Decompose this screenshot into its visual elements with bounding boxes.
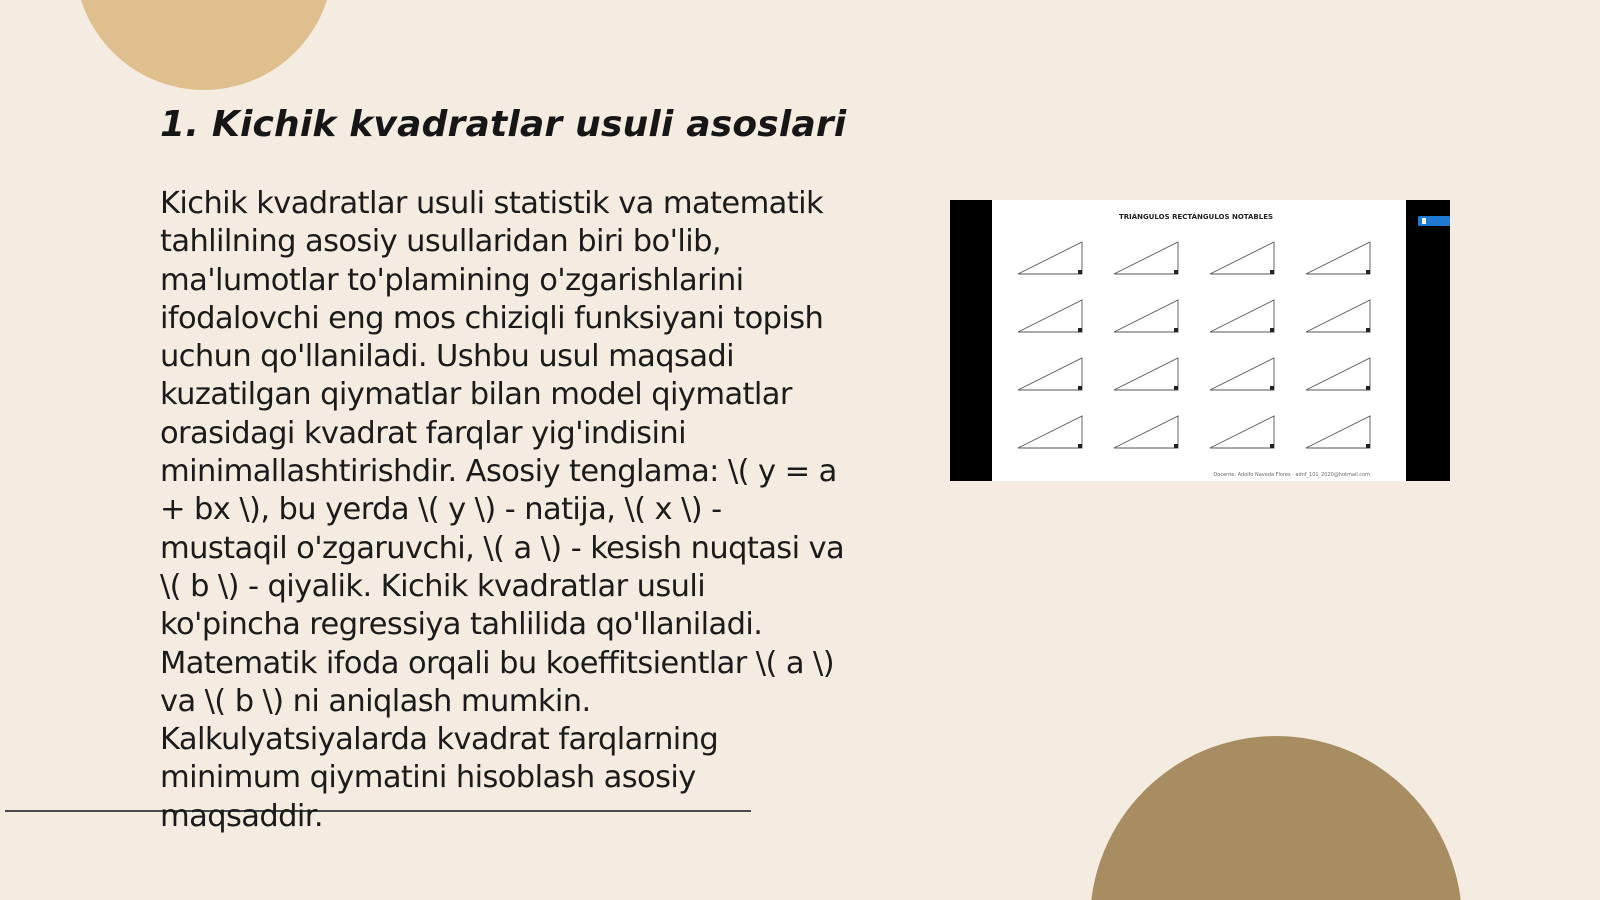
right-angle-marker — [1366, 328, 1370, 332]
right-angle-marker — [1078, 270, 1082, 274]
right-angle-marker — [1078, 328, 1082, 332]
right-angle-marker — [1078, 386, 1082, 390]
badge-glyph — [1422, 218, 1426, 224]
right-angle-marker — [1270, 386, 1274, 390]
right-angle-marker — [1270, 328, 1274, 332]
right-angle-marker — [1366, 386, 1370, 390]
embedded-triangles-image — [950, 200, 1450, 481]
right-angle-marker — [1078, 444, 1082, 448]
right-angle-marker — [1174, 444, 1178, 448]
right-angle-marker — [1174, 386, 1178, 390]
right-angle-marker — [1366, 270, 1370, 274]
decorative-circle-top — [75, 0, 333, 90]
sheet-background — [992, 200, 1406, 481]
right-angle-marker — [1366, 444, 1370, 448]
right-angle-marker — [1270, 444, 1274, 448]
decorative-circle-bottom — [1090, 736, 1462, 900]
slide-title: 1. Kichik kvadratlar usuli asoslari — [160, 104, 847, 145]
slide-body-text: Kichik kvadratlar usuli statistik va matematik tahlilning asosiy usullaridan biri bo'lib, ma'lumotlar to'plamining o'zgarishlarini ifodalovchi eng mos chiziqli funksiyani topish uchun qo'llaniladi. Ushbu usul maqsadi kuzatilgan qiymatlar bilan model qiymatlar orasidagi kvadrat farqlar yig'indisini minimallashtirishdir. Asosiy tenglama: \( y = a + bx \), bu yerda \( y \) - natija, \( x \) - mustaqil o'zgaruvchi, \( a \) - kesish nuqtasi va \( b \) - qiyalik. Kichik kvadratlar usuli ko'pincha regressiya tahlilida qo'llaniladi. Matematik ifoda orqali bu koeffitsientlar \( a \) va \( b \) ni aniqlash mumkin. Kalkulyatsiyalarda kvadrat farqlarning minimum qiymatini hisoblash asosiy maqsaddir. — [160, 186, 845, 834]
right-angle-marker — [1174, 328, 1178, 332]
right-angle-marker — [1270, 270, 1274, 274]
sheet-footer: Docente: Adolfo Naveda Flores · adnf_101_2020@hotmail.com — [1213, 472, 1370, 478]
right-angle-marker — [1174, 270, 1178, 274]
sheet-heading: TRIÁNGULOS RECTÁNGULOS NOTABLES — [1118, 213, 1274, 221]
